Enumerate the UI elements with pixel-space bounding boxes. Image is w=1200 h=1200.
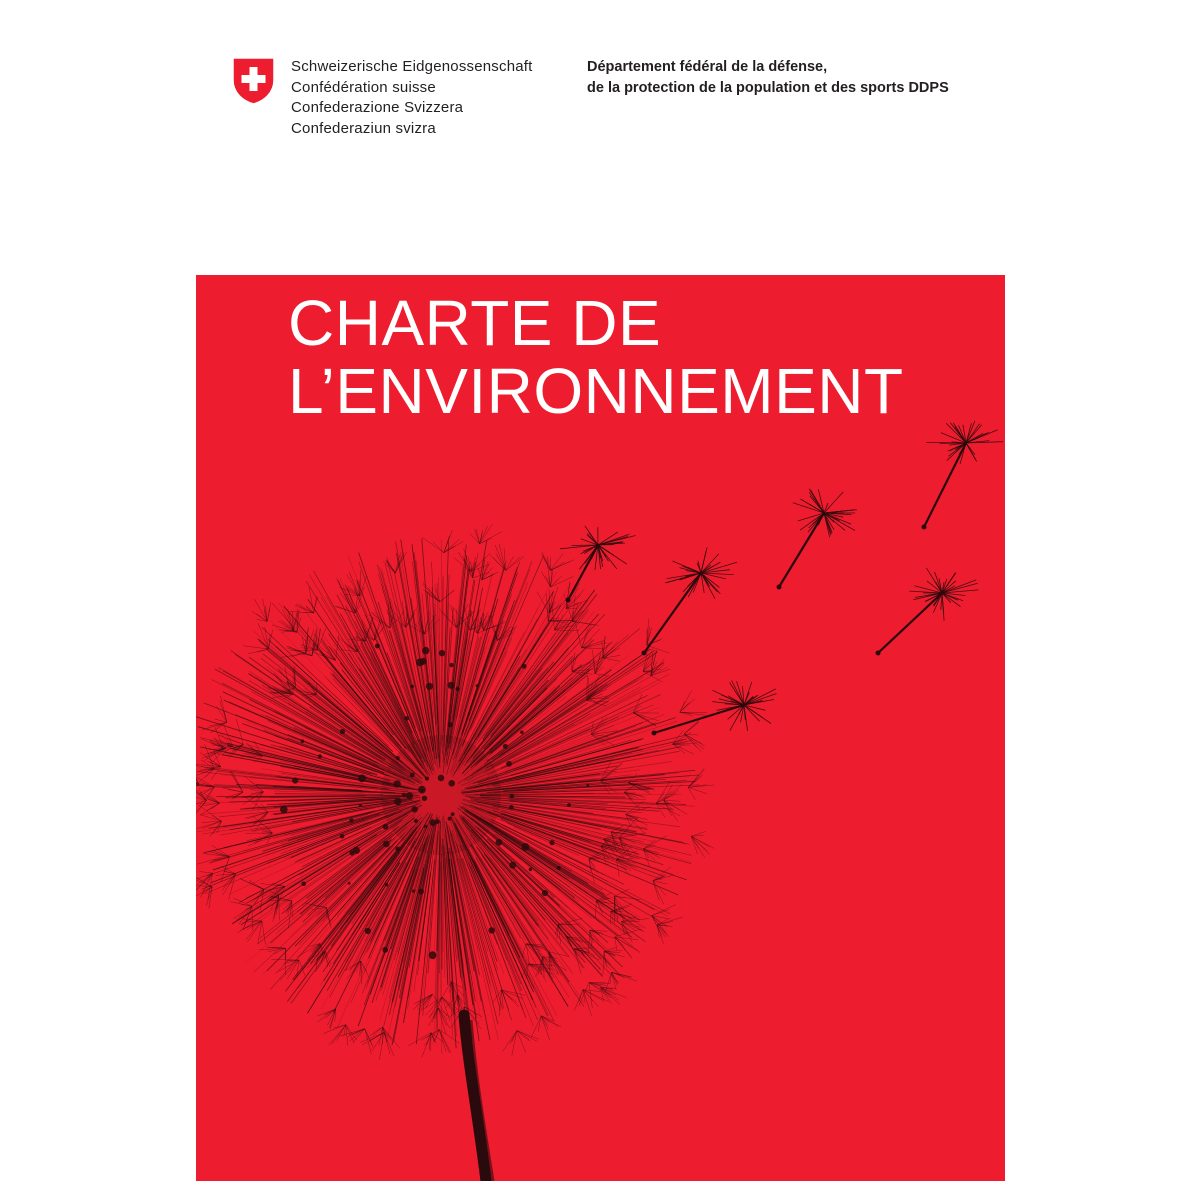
flying-seed: [560, 526, 636, 603]
confederation-name-it: Confederazione Svizzera: [291, 99, 464, 116]
flying-seed: [642, 547, 737, 655]
confederation-name-fr: Confédération suisse: [291, 78, 436, 96]
department-line-1: Département fédéral de la défense,: [587, 59, 828, 75]
flying-seed: [876, 568, 979, 656]
swiss-coat-of-arms-icon: [231, 56, 276, 106]
document-header: [0, 0, 1200, 200]
confederation-name-rm: Confederaziun svizra: [291, 119, 436, 137]
department-name: [587, 57, 949, 99]
cover-panel: [196, 275, 1005, 1181]
flying-seed: [777, 489, 857, 590]
department-line-2: de la protection de la population et des sports DDPS: [587, 80, 949, 96]
confederation-names: [291, 57, 533, 139]
flying-seed: [652, 681, 777, 736]
dandelion-seed-head: [196, 524, 714, 1060]
title-line-2: L’ENVIRONNEMENT: [288, 355, 904, 427]
dandelion-stem: [464, 1015, 493, 1181]
flying-seed: [922, 421, 1004, 530]
page-title: [288, 289, 904, 425]
title-line-1: CHARTE DE: [288, 287, 662, 359]
confederation-name-de: Schweizerische Eidgenossenschaft: [291, 58, 533, 75]
